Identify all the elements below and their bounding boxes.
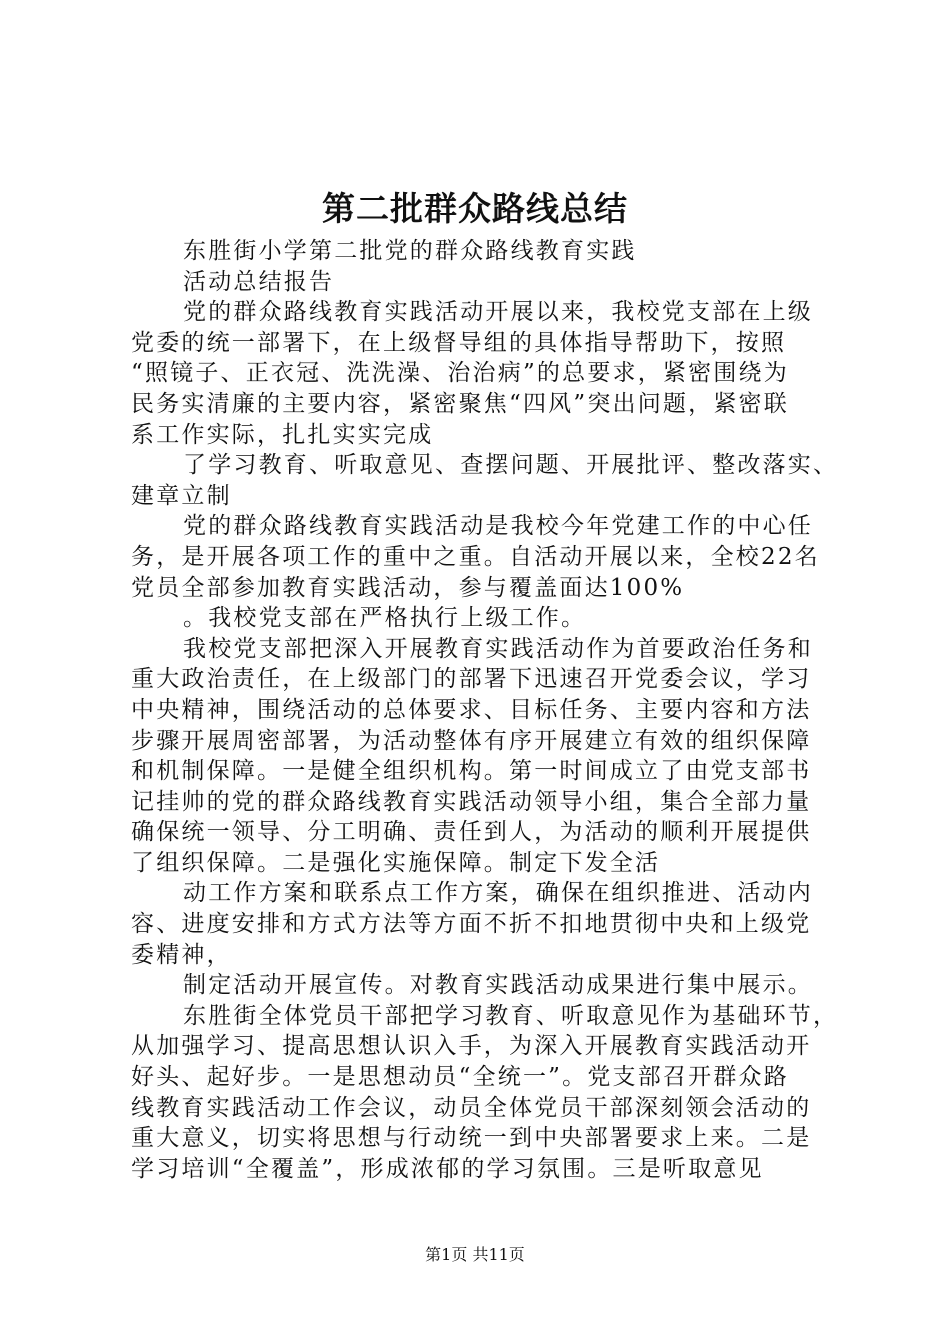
body-line: 民务实清廉的主要内容，紧密聚焦“四风”突出问题，紧密联	[131, 390, 789, 417]
body-line: 系工作实际，扎扎实实完成	[131, 421, 434, 448]
body-line: 了组织保障。二是强化实施保障。制定下发全活	[131, 849, 661, 876]
document-body	[131, 236, 839, 1184]
body-line: 和机制保障。一是健全组织机构。第一时间成立了由党支部书	[131, 758, 812, 785]
document-title: 第二批群众路线总结	[322, 189, 628, 228]
body-line: 确保统一领导、分工明确、责任到人，为活动的顺利开展提供	[131, 819, 812, 846]
body-line: 我校党支部把深入开展教育实践活动作为首要政治任务和	[183, 635, 813, 662]
body-line: 党委的统一部署下，在上级督导组的具体指导帮助下，按照	[131, 329, 787, 356]
body-line: 东胜街小学第二批党的群众路线教育实践	[183, 238, 637, 264]
body-line: 党的群众路线教育实践活动开展以来，我校党支部在上级	[183, 299, 813, 326]
body-line: 了学习教育、听取意见、查摆问题、开展批评、整改落实、	[183, 452, 839, 479]
page-footer: 第1页 共11页	[425, 1245, 525, 1264]
body-line: 活动总结报告	[183, 268, 335, 295]
body-line: 党员全部参加教育实践活动，参与覆盖面达100%	[131, 574, 685, 601]
body-line: 重大政治责任，在上级部门的部署下迅速召开党委会议，学习	[131, 666, 812, 693]
body-line: 重大意义，切实将思想与行动统一到中央部署要求上来。二是	[131, 1125, 812, 1152]
body-line: 容、进度安排和方式方法等方面不折不扣地贯彻中央和上级党	[131, 911, 812, 938]
body-line: 中央精神，围绕活动的总体要求、目标任务、主要内容和方法	[131, 696, 812, 723]
body-line: 学习培训“全覆盖”，形成浓郁的学习氛围。三是听取意见	[131, 1155, 764, 1182]
body-line: 好头、起好步。一是思想动员“全统一”。党支部召开群众路	[131, 1064, 789, 1091]
body-line: 党的群众路线教育实践活动是我校今年党建工作的中心任	[183, 513, 813, 540]
body-line: 线教育实践活动工作会议，动员全体党员干部深刻领会活动的	[131, 1094, 812, 1121]
body-line: 建章立制	[131, 482, 232, 509]
body-line: 。我校党支部在严格执行上级工作。	[183, 605, 587, 632]
body-line: 动工作方案和联系点工作方案，确保在组织推进、活动内	[183, 880, 813, 907]
body-line: 务，是开展各项工作的重中之重。自活动开展以来，全校22名	[131, 543, 820, 570]
body-line: 从加强学习、提高思想认识入手，为深入开展教育实践活动开	[131, 1033, 812, 1060]
body-line: “照镜子、正衣冠、洗洗澡、治治病”的总要求，紧密围绕为	[131, 360, 789, 387]
body-line: 步骤开展周密部署，为活动整体有序开展建立有效的组织保障	[131, 727, 812, 754]
body-line: 委精神，	[131, 941, 232, 968]
body-line: 东胜街全体党员干部把学习教育、听取意见作为基础环节，	[183, 1002, 839, 1029]
body-line: 制定活动开展宣传。对教育实践活动成果进行集中展示。	[183, 972, 813, 999]
body-line: 记挂帅的党的群众路线教育实践活动领导小组，集合全部力量	[131, 788, 812, 815]
